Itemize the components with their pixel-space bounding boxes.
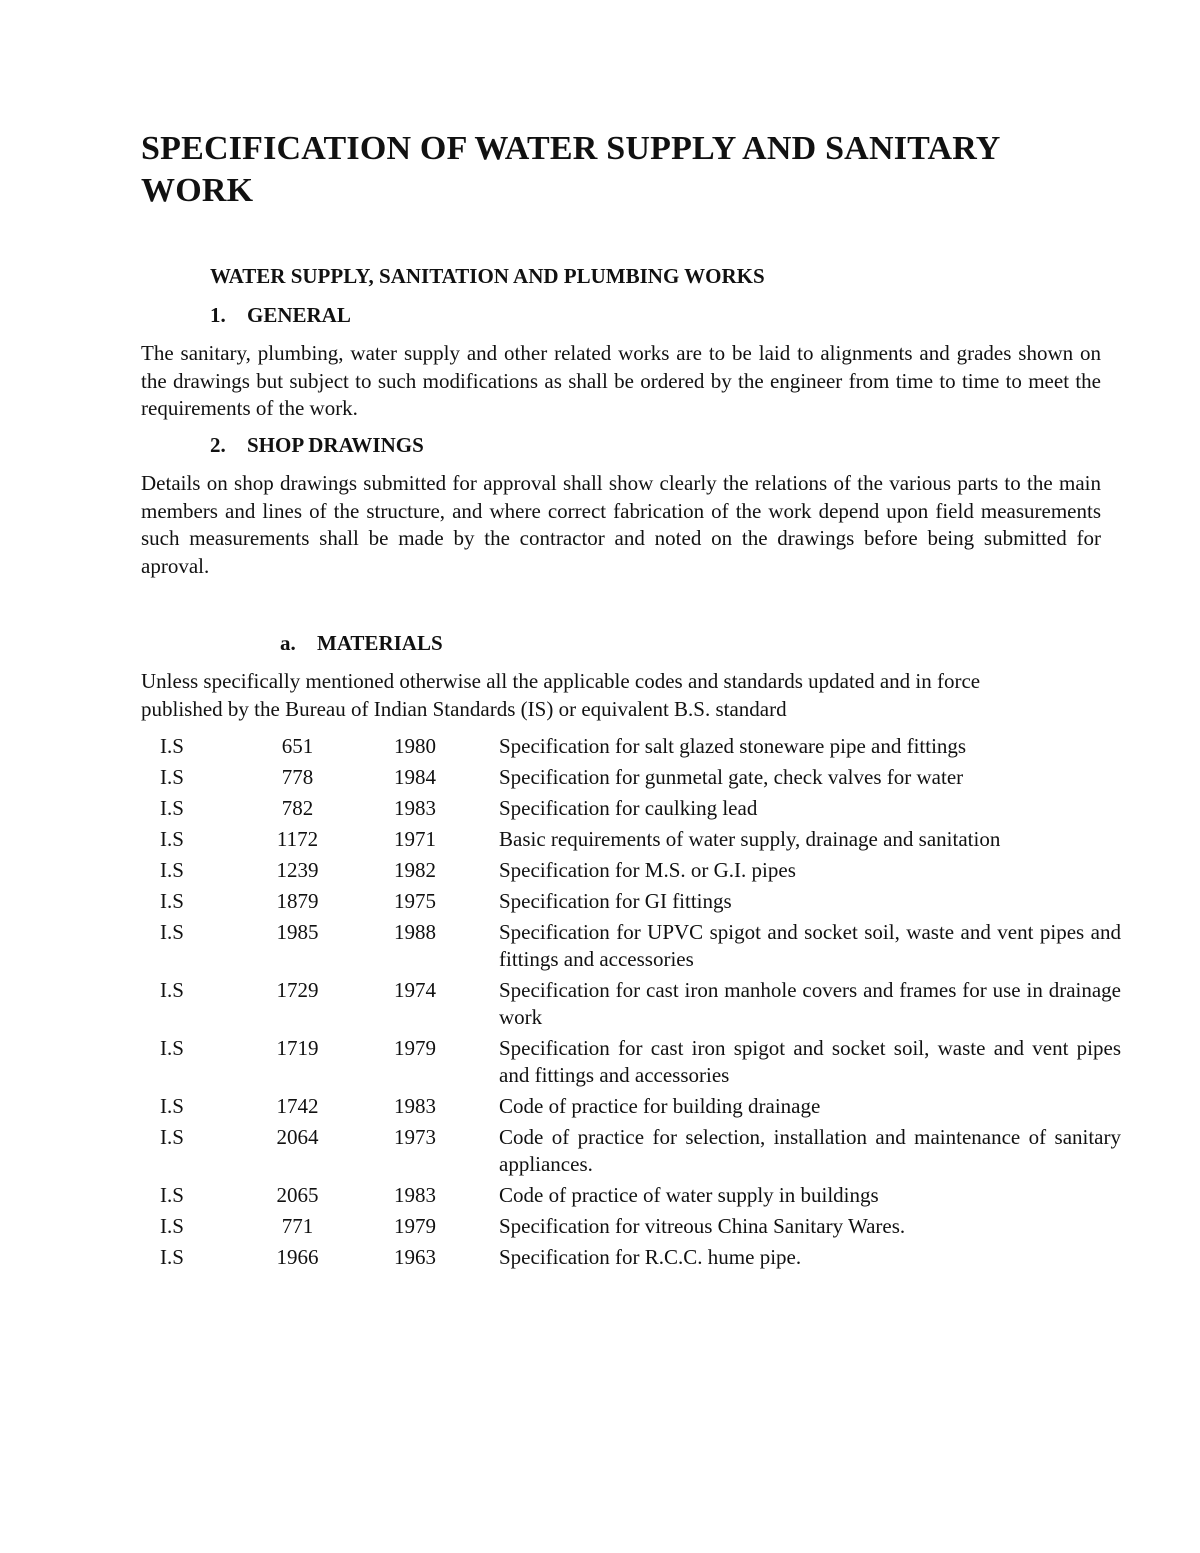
table-row <box>141 1035 1121 1093</box>
standard-number: 782 <box>281 796 314 820</box>
general-heading-text: GENERAL <box>247 303 351 327</box>
standard-number: 1719 <box>276 1036 319 1060</box>
shop-drawings-paragraph: Details on shop drawings submitted for approval shall show clearly the relations of the various parts to the main members and lines of the structure, and where correct fabrication of the work depend upon field measurements such measurements shall be made by the contractor and noted on the drawings before being submitted for aproval. <box>141 471 1101 578</box>
standard-description: Specification for UPVC spigot and socket soil, waste and vent pipes and fittings and accessories <box>499 920 1121 971</box>
standard-year: 1963 <box>394 1245 436 1269</box>
standard-number: 651 <box>281 734 314 758</box>
standard-code: I.S <box>160 889 184 913</box>
standard-year: 1983 <box>394 796 436 820</box>
general-heading <box>210 301 351 329</box>
standard-code: I.S <box>160 1125 184 1149</box>
standard-number: 1742 <box>276 1094 319 1118</box>
standard-year: 1979 <box>394 1214 436 1238</box>
general-paragraph: The sanitary, plumbing, water supply and other related works are to be laid to alignments and grades shown on the drawings but subject to such modifications as shall be ordered by the engineer from time to time to meet the requirements of the work. <box>141 341 1101 420</box>
standard-description: Specification for cast iron spigot and socket soil, waste and vent pipes and fittings and accessories <box>499 1036 1121 1087</box>
materials-heading <box>280 629 443 657</box>
standard-description: Specification for caulking lead <box>499 796 758 820</box>
table-row <box>141 1213 1121 1244</box>
standard-description: Code of practice of water supply in buildings <box>499 1183 879 1207</box>
table-row <box>141 1124 1121 1182</box>
table-row <box>141 733 1121 764</box>
standard-description: Code of practice for selection, installation and maintenance of sanitary appliances. <box>499 1125 1121 1176</box>
shop-drawings-heading <box>210 431 424 459</box>
table-row <box>141 1182 1121 1213</box>
standard-year: 1982 <box>394 858 436 882</box>
table-row <box>141 826 1121 857</box>
standard-code: I.S <box>160 858 184 882</box>
standard-description: Specification for salt glazed stoneware pipe and fittings <box>499 734 967 758</box>
standard-year: 1984 <box>394 765 436 789</box>
general-number: 1. <box>210 303 226 327</box>
materials-heading-text: MATERIALS <box>317 631 443 655</box>
materials-number: a. <box>280 631 296 655</box>
table-row <box>141 888 1121 919</box>
standard-description: Specification for vitreous China Sanitary Wares. <box>499 1214 906 1238</box>
table-row <box>141 857 1121 888</box>
standard-year: 1980 <box>394 734 436 758</box>
table-row <box>141 1093 1121 1124</box>
standard-description: Specification for gunmetal gate, check valves for water <box>499 765 964 789</box>
standard-code: I.S <box>160 1036 184 1060</box>
standard-number: 1239 <box>276 858 319 882</box>
standard-code: I.S <box>160 765 184 789</box>
standard-description: Specification for GI fittings <box>499 889 732 913</box>
table-row <box>141 977 1121 1035</box>
standard-code: I.S <box>160 1214 184 1238</box>
standard-code: I.S <box>160 978 184 1002</box>
standard-year: 1983 <box>394 1094 436 1118</box>
standard-description: Specification for R.C.C. hume pipe. <box>499 1245 802 1269</box>
table-row <box>141 795 1121 826</box>
standard-number: 2064 <box>276 1125 319 1149</box>
standard-code: I.S <box>160 827 184 851</box>
standard-year: 1975 <box>394 889 436 913</box>
standard-number: 1879 <box>276 889 319 913</box>
materials-intro-line-2: published by the Bureau of Indian Standards (IS) or equivalent B.S. standard <box>141 697 787 721</box>
table-row <box>141 919 1121 977</box>
standard-year: 1988 <box>394 920 436 944</box>
shop-drawings-heading-text: SHOP DRAWINGS <box>247 433 424 457</box>
standard-number: 1172 <box>276 827 319 851</box>
section-heading: WATER SUPPLY, SANITATION AND PLUMBING WORKS <box>210 264 765 288</box>
standard-year: 1973 <box>394 1125 436 1149</box>
standard-code: I.S <box>160 1094 184 1118</box>
standard-number: 2065 <box>276 1183 319 1207</box>
table-row <box>141 764 1121 795</box>
standard-code: I.S <box>160 734 184 758</box>
standard-year: 1974 <box>394 978 436 1002</box>
standard-code: I.S <box>160 1183 184 1207</box>
materials-intro-line-1: Unless specifically mentioned otherwise all the applicable codes and standards updated and in force <box>141 669 981 693</box>
standard-description: Code of practice for building drainage <box>499 1094 821 1118</box>
standard-number: 771 <box>281 1214 314 1238</box>
standard-year: 1971 <box>394 827 436 851</box>
shop-drawings-number: 2. <box>210 433 226 457</box>
standard-description: Specification for cast iron manhole covers and frames for use in drainage work <box>499 978 1121 1029</box>
standard-number: 778 <box>281 765 314 789</box>
standard-year: 1983 <box>394 1183 436 1207</box>
standard-description: Specification for M.S. or G.I. pipes <box>499 858 796 882</box>
standards-table <box>141 733 1121 1275</box>
standard-number: 1966 <box>276 1245 319 1269</box>
standard-number: 1729 <box>276 978 319 1002</box>
standard-code: I.S <box>160 796 184 820</box>
standard-description: Basic requirements of water supply, drainage and sanitation <box>499 827 1001 851</box>
standard-code: I.S <box>160 920 184 944</box>
standard-year: 1979 <box>394 1036 436 1060</box>
standard-code: I.S <box>160 1245 184 1269</box>
document-title: SPECIFICATION OF WATER SUPPLY AND SANITARY WORK <box>141 130 1000 209</box>
standard-number: 1985 <box>276 920 319 944</box>
table-row <box>141 1244 1121 1275</box>
